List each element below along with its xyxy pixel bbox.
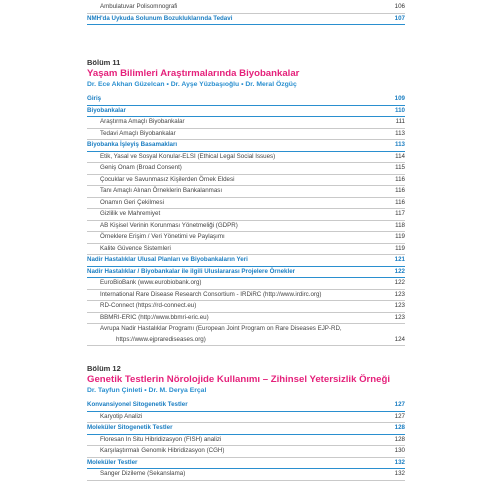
chapter-block [87, 58, 405, 346]
toc-subsection-entry[interactable] [87, 290, 405, 302]
toc-entry-page: 121 [393, 255, 405, 266]
toc-section-entry[interactable] [87, 140, 405, 152]
toc-entry-page: 115 [393, 163, 405, 174]
table-of-contents [87, 0, 405, 481]
toc-subsection-entry[interactable] [87, 435, 405, 447]
toc-subsection-entry[interactable] [87, 152, 405, 164]
toc-entry-page: 119 [393, 232, 405, 243]
toc-entry-title: Avrupa Nadir Hastalıklar Programı (European Joint Program on Rare Diseases EJP-RD, [100, 324, 344, 335]
toc-entry-title: Onamın Geri Çekilmesi [100, 198, 166, 209]
toc-subsection-entry[interactable] [87, 221, 405, 233]
toc-section-entry[interactable] [87, 14, 405, 26]
toc-entry-page: 116 [393, 175, 405, 186]
toc-entry-page: 119 [393, 244, 405, 255]
toc-entry-title: BBMRI-ERIC (http://www.bbmri-eric.eu) [100, 313, 211, 324]
chapter-number: Bölüm 11 [87, 58, 121, 67]
toc-entry-page: 116 [393, 186, 405, 197]
toc-subsection-entry[interactable] [87, 232, 405, 244]
toc-entry-page: 113 [393, 140, 405, 151]
toc-entry-page: 110 [393, 106, 405, 117]
toc-entry-title: https://www.ejprarediseases.org) [100, 335, 208, 346]
toc-entry-page: 123 [393, 313, 405, 324]
toc-entry-page: 132 [393, 469, 405, 480]
toc-entry-page: 113 [393, 129, 405, 140]
toc-entry-page: 106 [393, 2, 405, 13]
toc-entry-page: 117 [393, 209, 405, 220]
toc-subsection-entry[interactable] [87, 2, 405, 14]
chapter-title[interactable]: Yaşam Bilimleri Araştırmalarında Biyobankalar [87, 68, 300, 79]
toc-entry-page: 123 [393, 290, 405, 301]
toc-entry-title: Ambulatuvar Polisomnografi [100, 2, 179, 13]
toc-entry-page: 107 [393, 14, 405, 25]
toc-entry-page: 124 [393, 335, 405, 346]
toc-entry-title: Tanı Amaçlı Alınan Örneklerin Bankalanması [100, 186, 224, 197]
toc-subsection-entry[interactable] [87, 278, 405, 290]
toc-entry-title: Örneklere Erişim / Veri Yönetimi ve Paylaşımı [100, 232, 227, 243]
toc-entry-page: 118 [393, 221, 405, 232]
toc-subsection-entry[interactable] [87, 209, 405, 221]
toc-subsection-entry[interactable] [87, 301, 405, 313]
toc-entry-title: Nadir Hastalıklar / Biyobankalar ile ilgili Uluslararası Projelere Örnekler [87, 267, 297, 278]
toc-subsection-entry[interactable] [87, 129, 405, 141]
toc-entry-title: Karşılaştırmalı Genomik Hibridizasyon (CGH) [100, 446, 226, 457]
toc-entry-title: Floresan In Situ Hibridizasyon (FISH) analizi [100, 435, 223, 446]
toc-entry-page: 109 [393, 94, 405, 105]
toc-entry-page: 116 [393, 198, 405, 209]
toc-entry-title: Kalite Güvence Sistemleri [100, 244, 173, 255]
toc-subsection-entry[interactable] [87, 198, 405, 210]
toc-entry-title: Karyotip Analizi [100, 412, 144, 423]
toc-entry-title: Etik, Yasal ve Sosyal Konular-ELSI (Ethical Legal Social Issues) [100, 152, 277, 163]
toc-subsection-entry[interactable] [87, 446, 405, 458]
toc-section-entry[interactable] [87, 400, 405, 412]
toc-subsection-entry[interactable] [87, 324, 405, 335]
toc-subsection-entry[interactable] [87, 244, 405, 256]
toc-entry-title: AB Kişisel Verinin Korunması Yönetmeliği (GDPR) [100, 221, 240, 232]
chapter-block [87, 364, 405, 481]
toc-entry-page: 111 [394, 117, 405, 128]
chapter-authors: Dr. Tayfun Çinleti • Dr. M. Derya Erçal [87, 387, 207, 394]
toc-entry-title: Nadir Hastalıklar Ulusal Planları ve Biyobankaların Yeri [87, 255, 250, 266]
toc-entry-title: Giriş [87, 94, 103, 105]
toc-entry-page: 123 [393, 301, 405, 312]
toc-subsection-entry[interactable] [87, 469, 405, 481]
toc-entry-title: Araştırma Amaçlı Biyobankalar [100, 117, 187, 128]
toc-section-entry[interactable] [87, 423, 405, 435]
toc-entry-page: 122 [393, 267, 405, 278]
toc-entry-title: Geniş Onam (Broad Consent) [100, 163, 184, 174]
toc-entry-page: 128 [393, 435, 405, 446]
toc-section-entry[interactable] [87, 94, 405, 106]
toc-subsection-entry[interactable] [87, 186, 405, 198]
chapter-authors: Dr. Ece Akhan Güzelcan • Dr. Ayşe Yüzbaşıoğlu • Dr. Meral Özgüç [87, 81, 297, 88]
toc-entry-title: Konvansiyonel Sitogenetik Testler [87, 400, 190, 411]
toc-section-entry[interactable] [87, 267, 405, 279]
toc-entry-page: 114 [393, 152, 405, 163]
toc-entry-title: Biyobankalar [87, 106, 128, 117]
toc-subsection-entry[interactable] [87, 313, 405, 325]
toc-entry-title: Sanger Dizileme (Sekanslama) [100, 469, 187, 480]
toc-entry-page: 127 [393, 400, 405, 411]
toc-entry-title: Moleküler Sitogenetik Testler [87, 423, 175, 434]
toc-subsection-entry[interactable] [87, 117, 405, 129]
toc-entry-title: EuroBioBank (www.eurobiobank.org) [100, 278, 203, 289]
toc-entry-title: Çocuklar ve Savunmasız Kişilerden Örnek Eldesi [100, 175, 236, 186]
toc-entry-title: Biyobanka İşleyiş Basamakları [87, 140, 179, 151]
toc-section-entry[interactable] [87, 255, 405, 267]
toc-subsection-entry[interactable] [87, 412, 405, 424]
toc-entry-page: 127 [393, 412, 405, 423]
toc-subsection-entry[interactable] [87, 175, 405, 187]
toc-subsection-entry[interactable] [87, 163, 405, 175]
toc-entry-title: NMH'da Uykuda Solunum Bozukluklarında Tedavi [87, 14, 234, 25]
toc-section-entry[interactable] [87, 458, 405, 470]
toc-entry-page: 132 [393, 458, 405, 469]
toc-entry-title: Gizlilik ve Mahremiyet [100, 209, 162, 220]
toc-entry-page: 130 [393, 446, 405, 457]
toc-entry-page: 122 [393, 278, 405, 289]
chapter-title[interactable]: Genetik Testlerin Nörolojide Kullanımı – Zihinsel Yetersizlik Örneği [87, 374, 390, 385]
toc-section-entry[interactable] [87, 106, 405, 118]
toc-entry-title: Tedavi Amaçlı Biyobankalar [100, 129, 178, 140]
toc-entry-title: International Rare Disease Research Consortium - IRDiRC (http://www.irdirc.org) [100, 290, 323, 301]
chapter-number: Bölüm 12 [87, 364, 121, 373]
toc-subsection-entry[interactable] [87, 335, 405, 347]
toc-entry-title: RD-Connect (https://rd-connect.eu) [100, 301, 198, 312]
toc-entry-page: 128 [393, 423, 405, 434]
toc-entry-title: Moleküler Testler [87, 458, 139, 469]
